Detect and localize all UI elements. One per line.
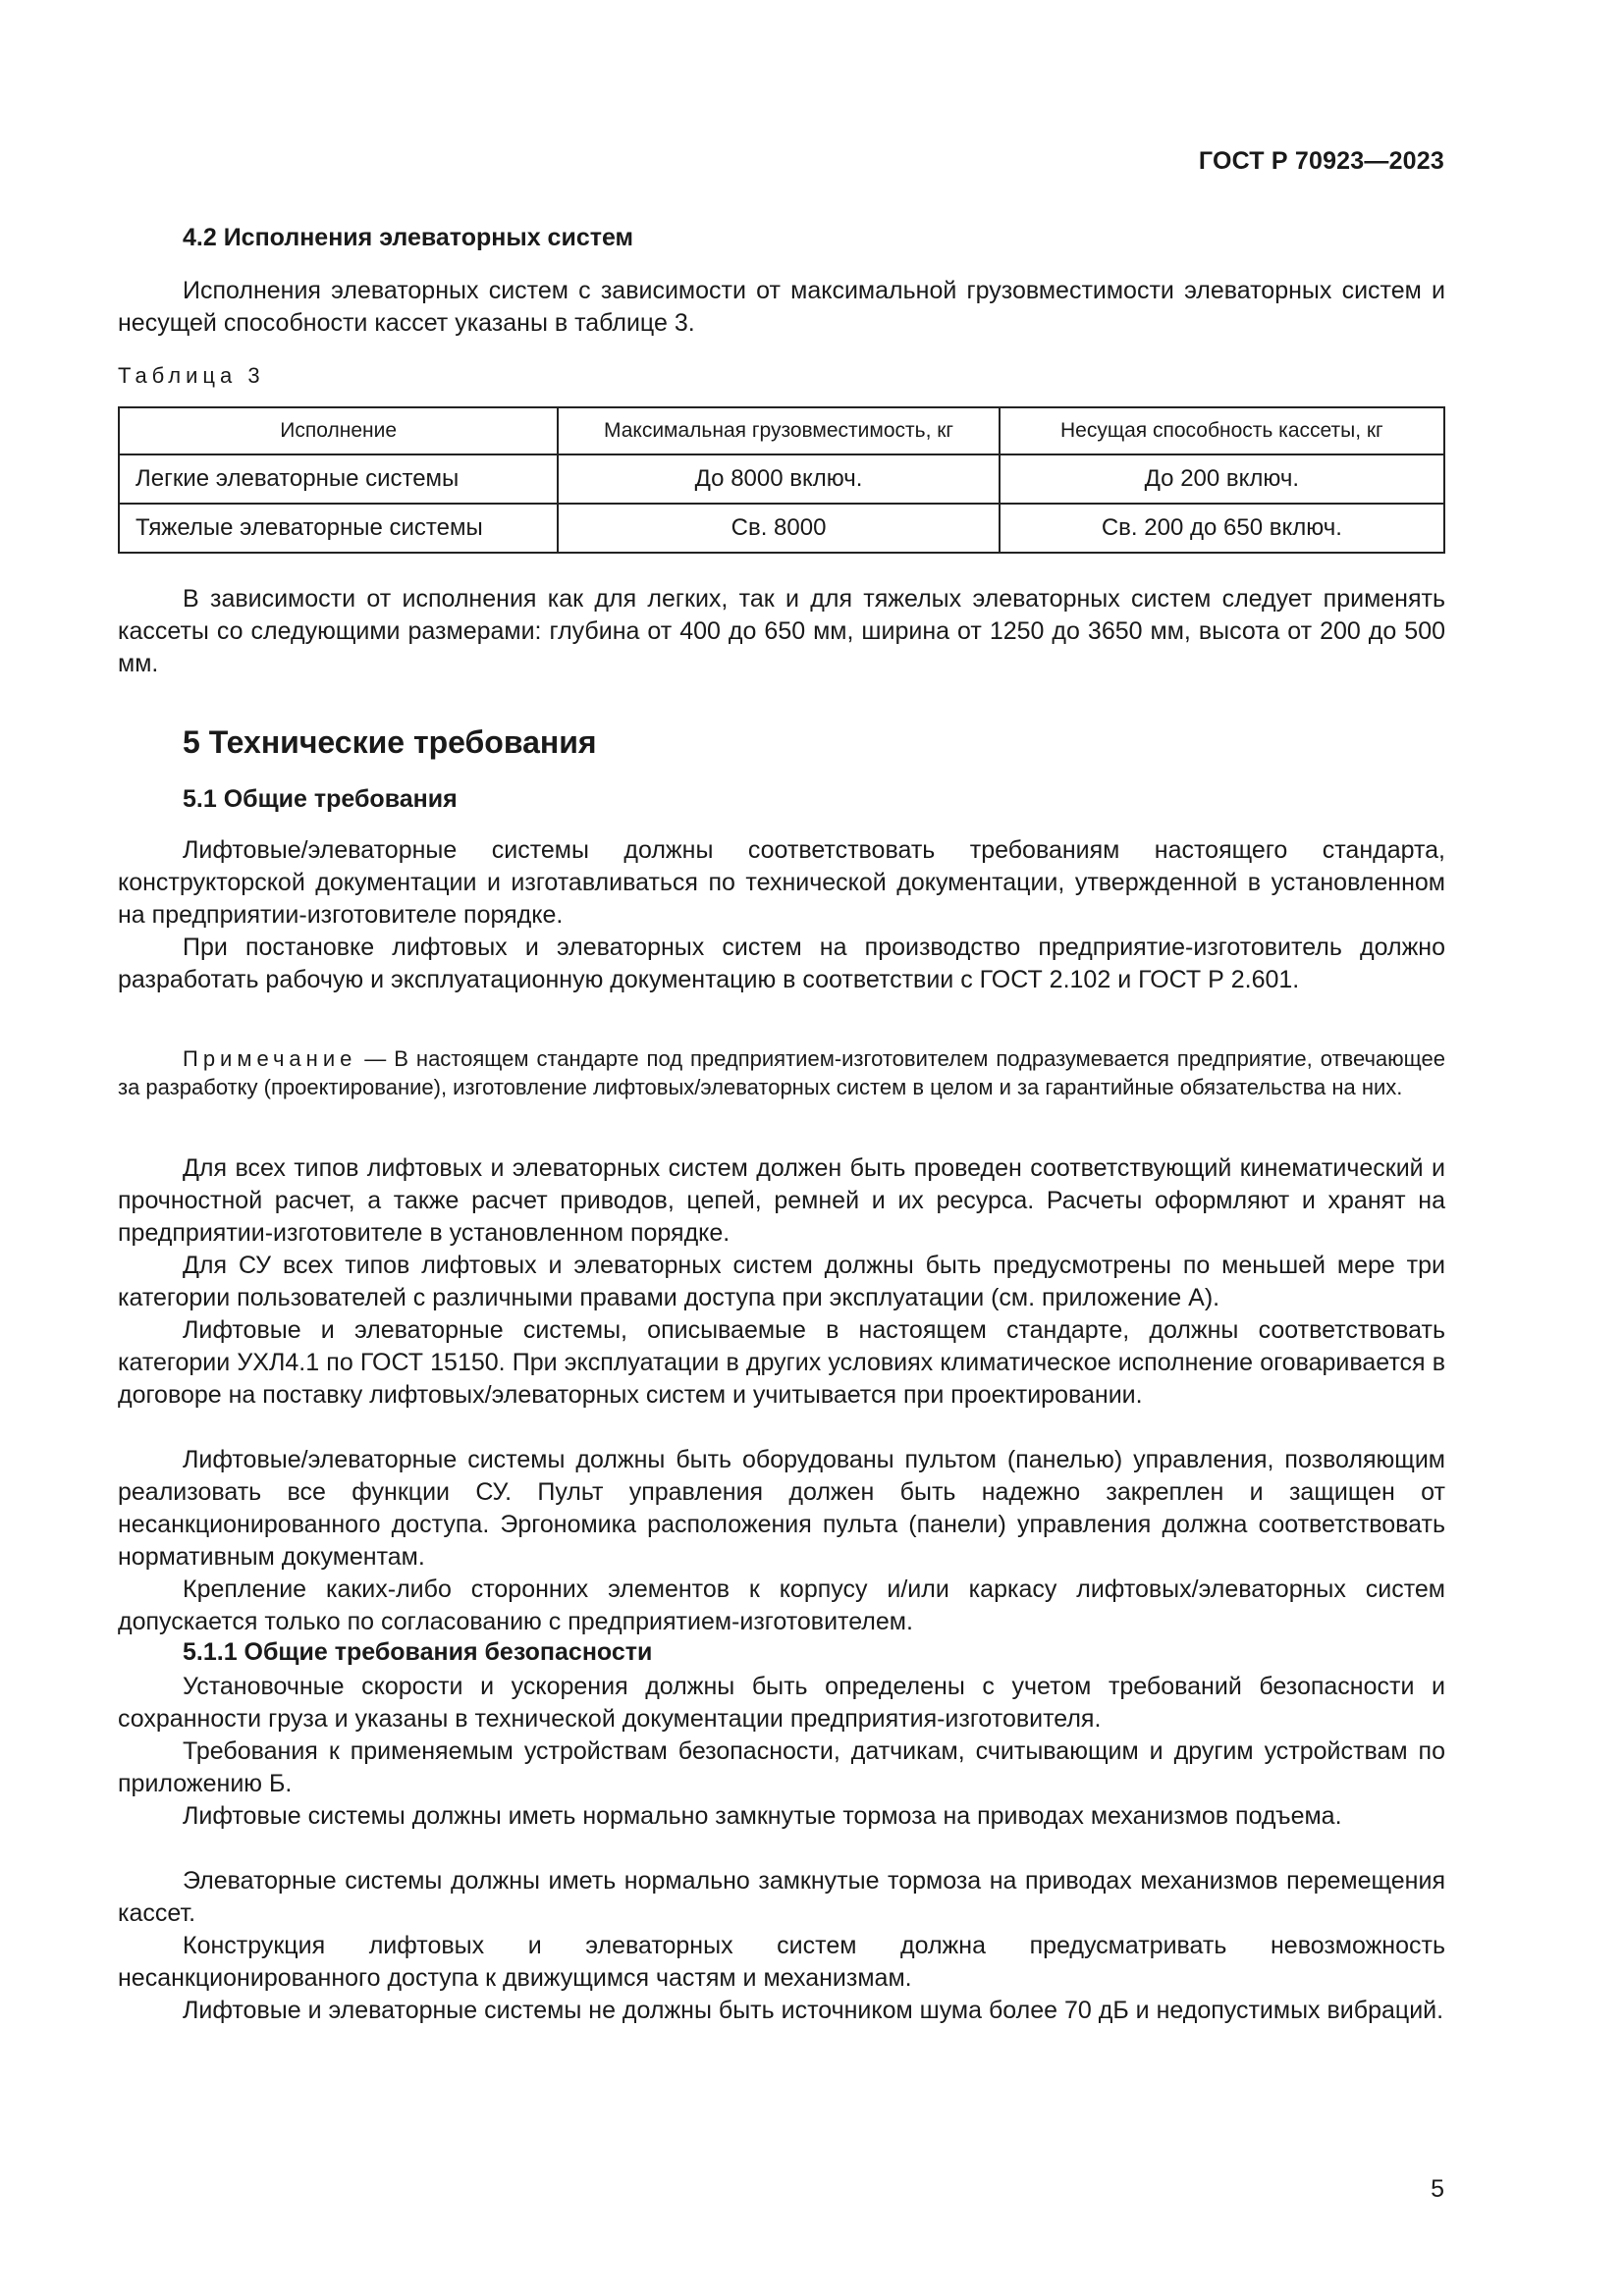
section-4-2-title: 4.2 Исполнения элеваторных систем [183,224,634,251]
section-4-2-paragraph: Исполнения элеваторных систем с зависимости от максимальной грузовместимости элеваторных систем и несущей способности кассет указаны в таблице 3. [118,277,1445,337]
table-caption: Таблица 3 [118,363,265,388]
section-5-1-paragraph-6: Лифтовые/элеваторные системы должны быть оборудованы пультом (панелью) управления, позволяющим реализовать все функции СУ. Пульт управления должен быть надежно закреплен и защищен от несанкционированного доступа. Эргономика расположения пульта (панели) управления должна соответствовать нормативным документам. [118,1446,1445,1571]
table-cell: Св. 200 до 650 включ. [1000,504,1444,553]
table-cell: Тяжелые элеваторные системы [119,504,558,553]
table-cell: До 200 включ. [1000,454,1444,504]
section-5-1-title: 5.1 Общие требования [183,785,458,813]
section-5-title: 5 Технические требования [183,724,597,760]
section-5-1-paragraph-1: Лифтовые/элеваторные системы должны соответствовать требованиям настоящего стандарта, конструкторской документации и изготавливаться по технической документации, утвержденной в установленном на предприятии-изготовителе порядке. [118,836,1445,929]
section-5-1-1-title: 5.1.1 Общие требования безопасности [183,1638,653,1666]
section-5-1-1-paragraph-1: Установочные скорости и ускорения должны быть определены с учетом требований безопасности и сохранности груза и указаны в технической документации предприятия-изготовителя. [118,1673,1445,1733]
note-label: Примечание [183,1046,357,1071]
section-5-1-paragraph-7: Крепление каких-либо сторонних элементов к корпусу и/или каркасу лифтовых/элеваторных систем допускается только по согласованию с предприятием-изготовителем. [118,1575,1445,1635]
section-5-1-paragraph-3: Для всех типов лифтовых и элеваторных систем должен быть проведен соответствующий кинематический и прочностной расчет, а также расчет приводов, цепей, ремней и их ресурса. Расчеты оформляют и хранят на предприятии-изготовителе в установленном порядке. [118,1154,1445,1247]
table-cell: Легкие элеваторные системы [119,454,558,504]
table-header-cell: Максимальная грузовместимость, кг [558,407,999,454]
table-cell: До 8000 включ. [558,454,999,504]
section-5-1-1-paragraph-3: Лифтовые системы должны иметь нормально замкнутые тормоза на приводах механизмов подъема. [183,1802,1342,1830]
section-4-2-sizes-paragraph: В зависимости от исполнения как для легких, так и для тяжелых элеваторных систем следует применять кассеты со следующими размерами: глубина от 400 до 650 мм, ширина от 1250 до 3650 мм, высота от 200 до 500 мм. [118,585,1445,677]
section-5-1-paragraph-5: Лифтовые и элеваторные системы, описываемые в настоящем стандарте, должны соответствовать категории УХЛ4.1 по ГОСТ 15150. При эксплуатации в других условиях климатическое исполнение оговаривается в договоре на поставку лифтовых/элеваторных систем и учитывается при проектировании. [118,1316,1445,1409]
table-header-row [119,407,1444,454]
table-header-cell: Несущая способность кассеты, кг [1000,407,1444,454]
section-5-1-note [118,1044,1445,1101]
section-5-1-paragraph-2: При постановке лифтовых и элеваторных систем на производство предприятие-изготовитель должно разработать рабочую и эксплуатационную документацию в соответствии с ГОСТ 2.102 и ГОСТ Р 2.601. [118,934,1445,993]
table-header-cell: Исполнение [119,407,558,454]
table-3 [118,406,1445,554]
table-row [119,454,1444,504]
section-5-1-1-paragraph-4: Элеваторные системы должны иметь нормально замкнутые тормоза на приводах механизмов перемещения кассет. [118,1867,1445,1927]
table-row [119,504,1444,553]
section-5-1-1-paragraph-5: Конструкция лифтовых и элеваторных систем должна предусматривать невозможность несанкционированного доступа к движущимся частям и механизмам. [118,1932,1445,1992]
page-number: 5 [1431,2175,1444,2203]
section-5-1-1-paragraph-6: Лифтовые и элеваторные системы не должны быть источником шума более 70 дБ и недопустимых вибраций. [183,1997,1444,2024]
table-cell: Св. 8000 [558,504,999,553]
document-standard-number: ГОСТ Р 70923—2023 [1198,147,1444,175]
section-5-1-paragraph-4: Для СУ всех типов лифтовых и элеваторных систем должны быть предусмотрены по меньшей мере три категории пользователей с различными правами доступа при эксплуатации (см. приложение А). [118,1252,1445,1311]
section-5-1-1-paragraph-2: Требования к применяемым устройствам безопасности, датчикам, считывающим и другим устройствам по приложению Б. [118,1737,1445,1797]
note-text: — В настоящем стандарте под предприятием-изготовителем подразумевается предприятие, отвечающее за разработку (проектирование), изготовление лифтовых/элеваторных систем в целом и за гарантийные обязательства на них. [118,1046,1445,1099]
